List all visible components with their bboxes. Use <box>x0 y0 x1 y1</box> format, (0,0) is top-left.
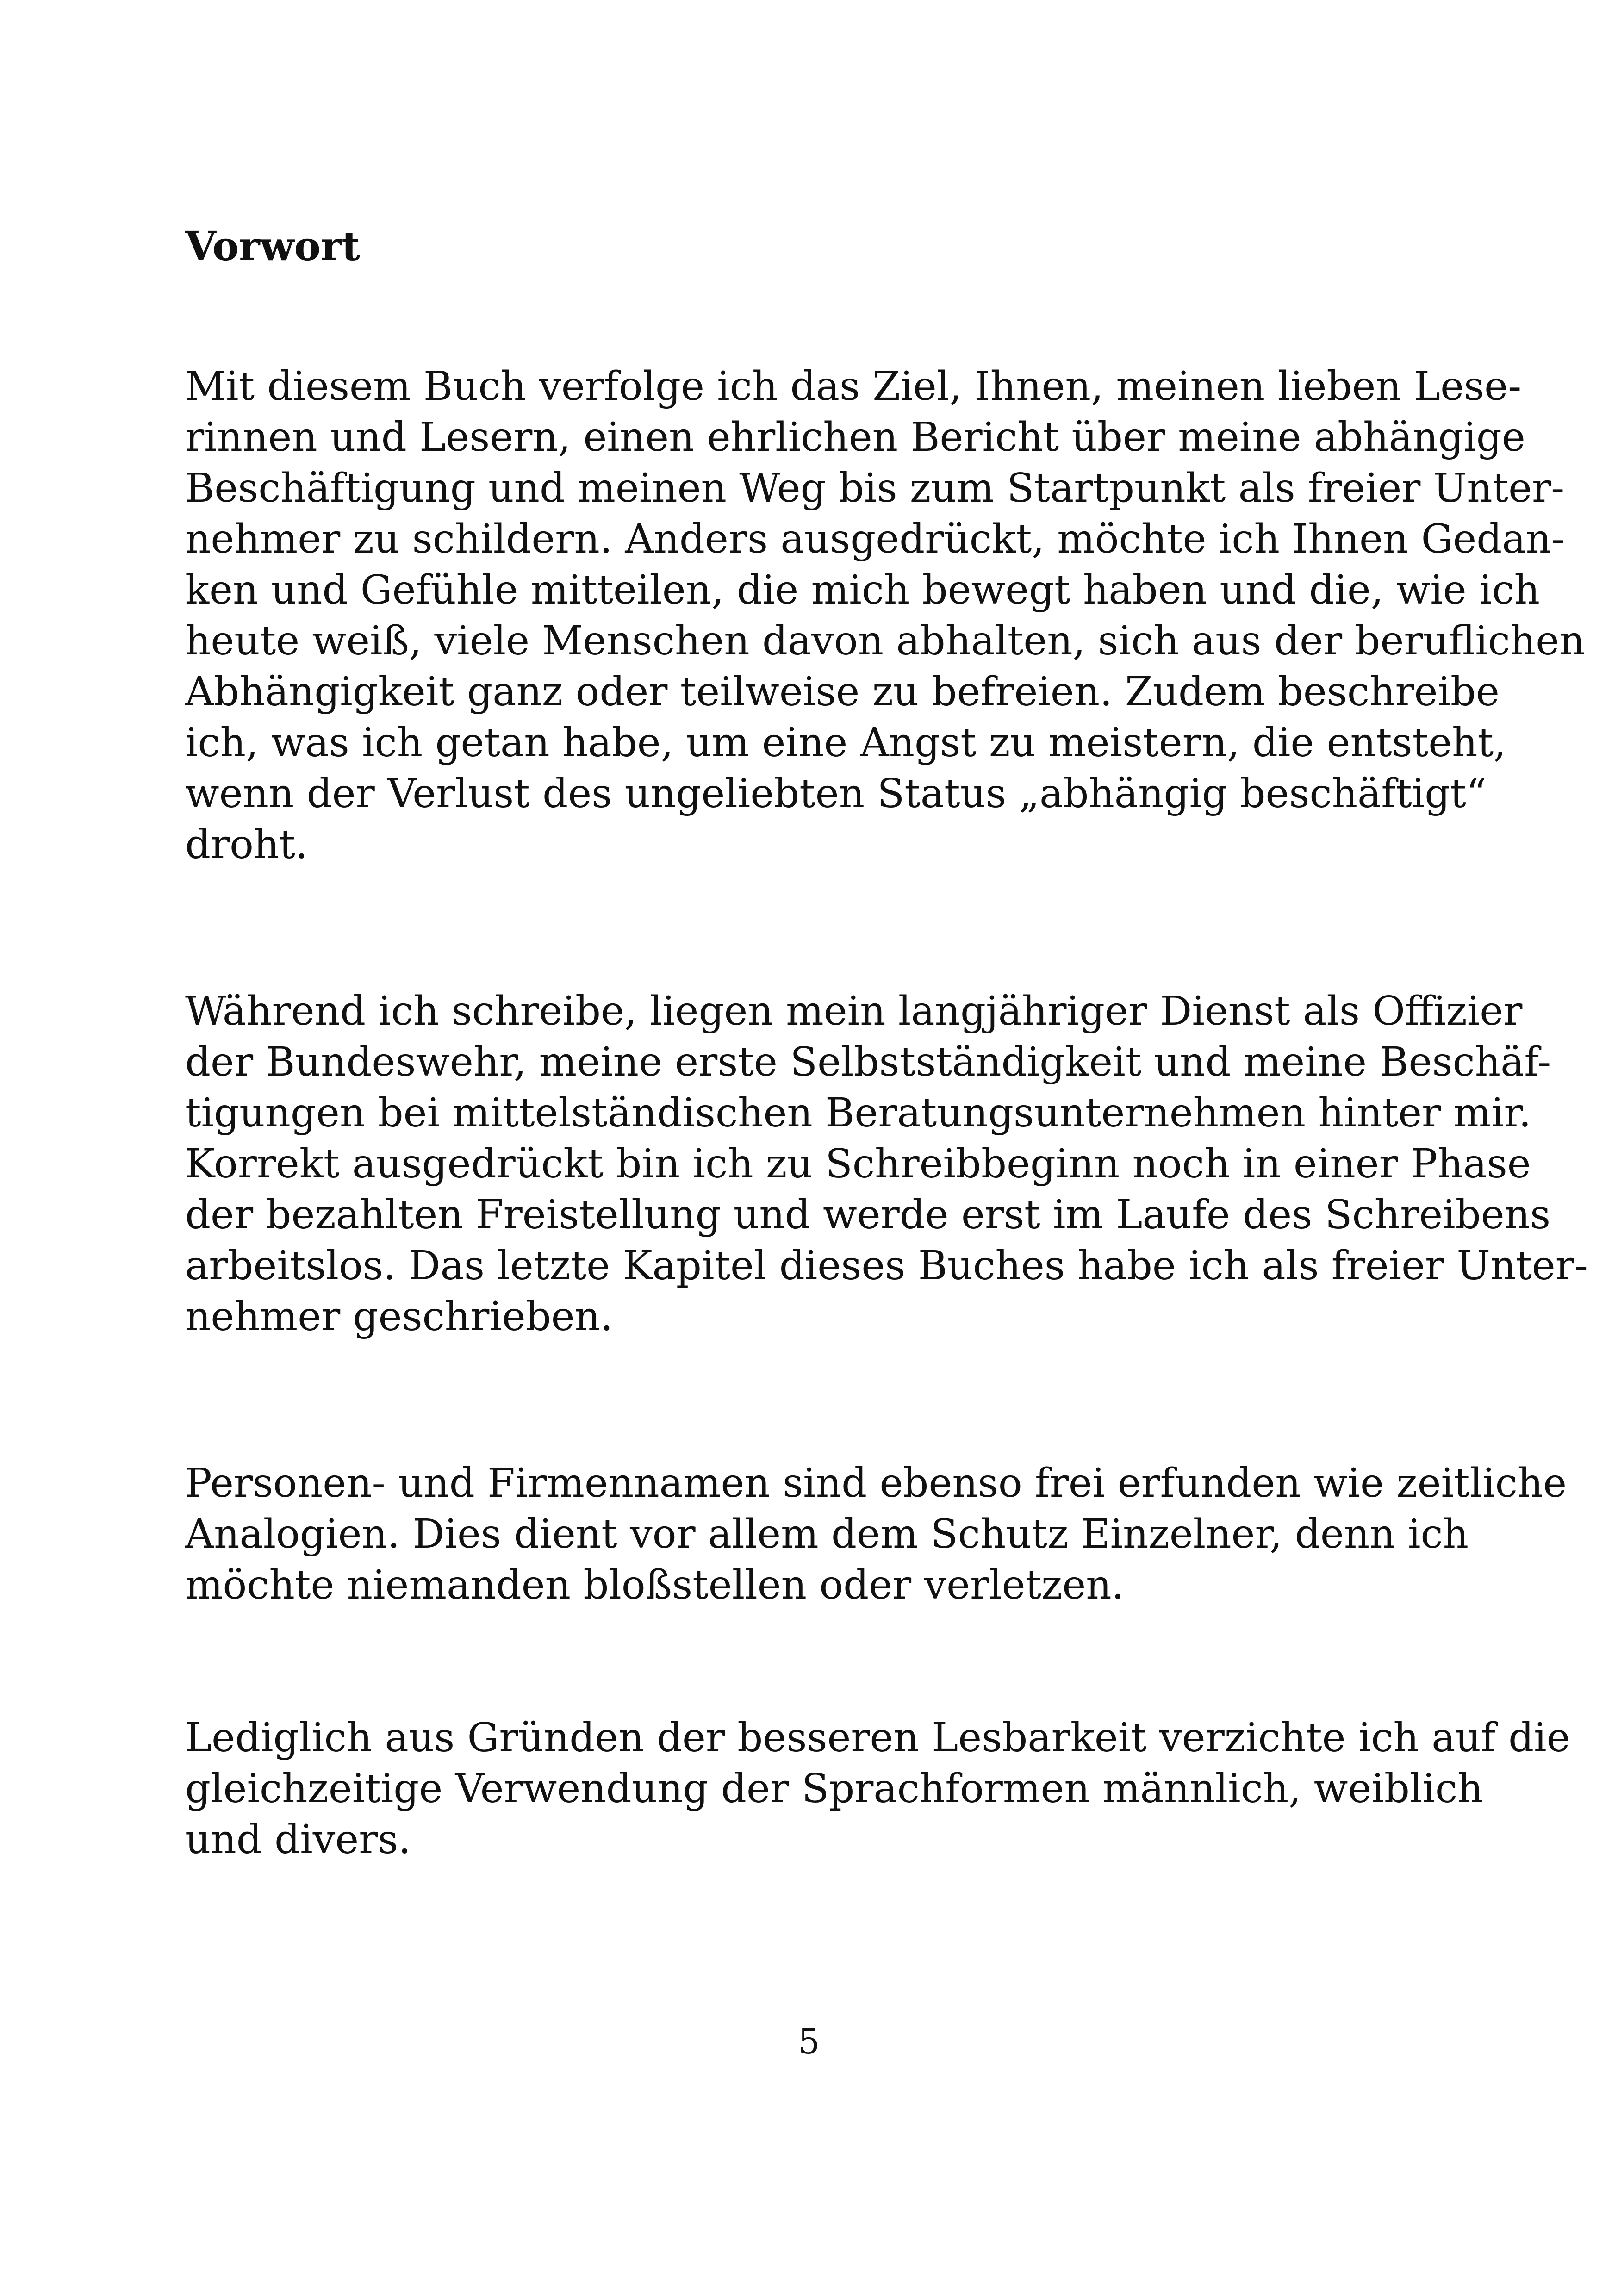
text-line: tigungen bei mittelständischen Beratungsunternehmen hinter mir. <box>185 1090 1531 1136</box>
text-line: möchte niemanden bloßstellen oder verletzen. <box>185 1562 1124 1608</box>
text-line: der Bundeswehr, meine erste Selbstständigkeit und meine Beschäf- <box>185 1039 1551 1085</box>
text-line: Lediglich aus Gründen der besseren Lesbarkeit verzichte ich auf die <box>185 1715 1570 1761</box>
text-line: nehmer zu schildern. Anders ausgedrückt, möchte ich Ihnen Gedan- <box>185 516 1565 562</box>
chapter-heading: Vorwort <box>185 223 360 270</box>
text-line: Analogien. Dies dient vor allem dem Schutz Einzelner, denn ich <box>185 1511 1469 1557</box>
text-line: Korrekt ausgedrückt bin ich zu Schreibbeginn noch in einer Phase <box>185 1141 1531 1187</box>
text-line: Während ich schreibe, liegen mein langjähriger Dienst als Offizier <box>185 988 1523 1034</box>
text-line: rinnen und Lesern, einen ehrlichen Bericht über meine abhängige <box>185 414 1525 460</box>
text-line: Beschäftigung und meinen Weg bis zum Startpunkt als freier Unter- <box>185 465 1565 511</box>
text-line: Abhängigkeit ganz oder teilweise zu befreien. Zudem beschreibe <box>185 669 1500 715</box>
page-number: 5 <box>798 2022 820 2062</box>
text-line: Mit diesem Buch verfolge ich das Ziel, Ihnen, meinen lieben Lese- <box>185 363 1522 410</box>
text-line: wenn der Verlust des ungeliebten Status „abhängig beschäftigt“ <box>185 771 1487 817</box>
text-line: gleichzeitige Verwendung der Sprachformen männlich, weiblich <box>185 1766 1483 1812</box>
text-line: heute weiß, viele Menschen davon abhalten, sich aus der beruflichen <box>185 618 1585 664</box>
text-line: der bezahlten Freistellung und werde erst im Laufe des Schreibens <box>185 1192 1551 1238</box>
text-line: droht. <box>185 821 308 868</box>
text-line: und divers. <box>185 1817 411 1863</box>
text-line: ken und Gefühle mitteilen, die mich bewegt haben und die, wie ich <box>185 567 1540 613</box>
text-line: arbeitslos. Das letzte Kapitel dieses Buches habe ich als freier Unter- <box>185 1243 1588 1289</box>
text-line: nehmer geschrieben. <box>185 1294 613 1340</box>
text-line: ich, was ich getan habe, um eine Angst zu meistern, die entsteht, <box>185 720 1506 766</box>
text-line: Personen- und Firmennamen sind ebenso frei erfunden wie zeitliche <box>185 1460 1567 1506</box>
